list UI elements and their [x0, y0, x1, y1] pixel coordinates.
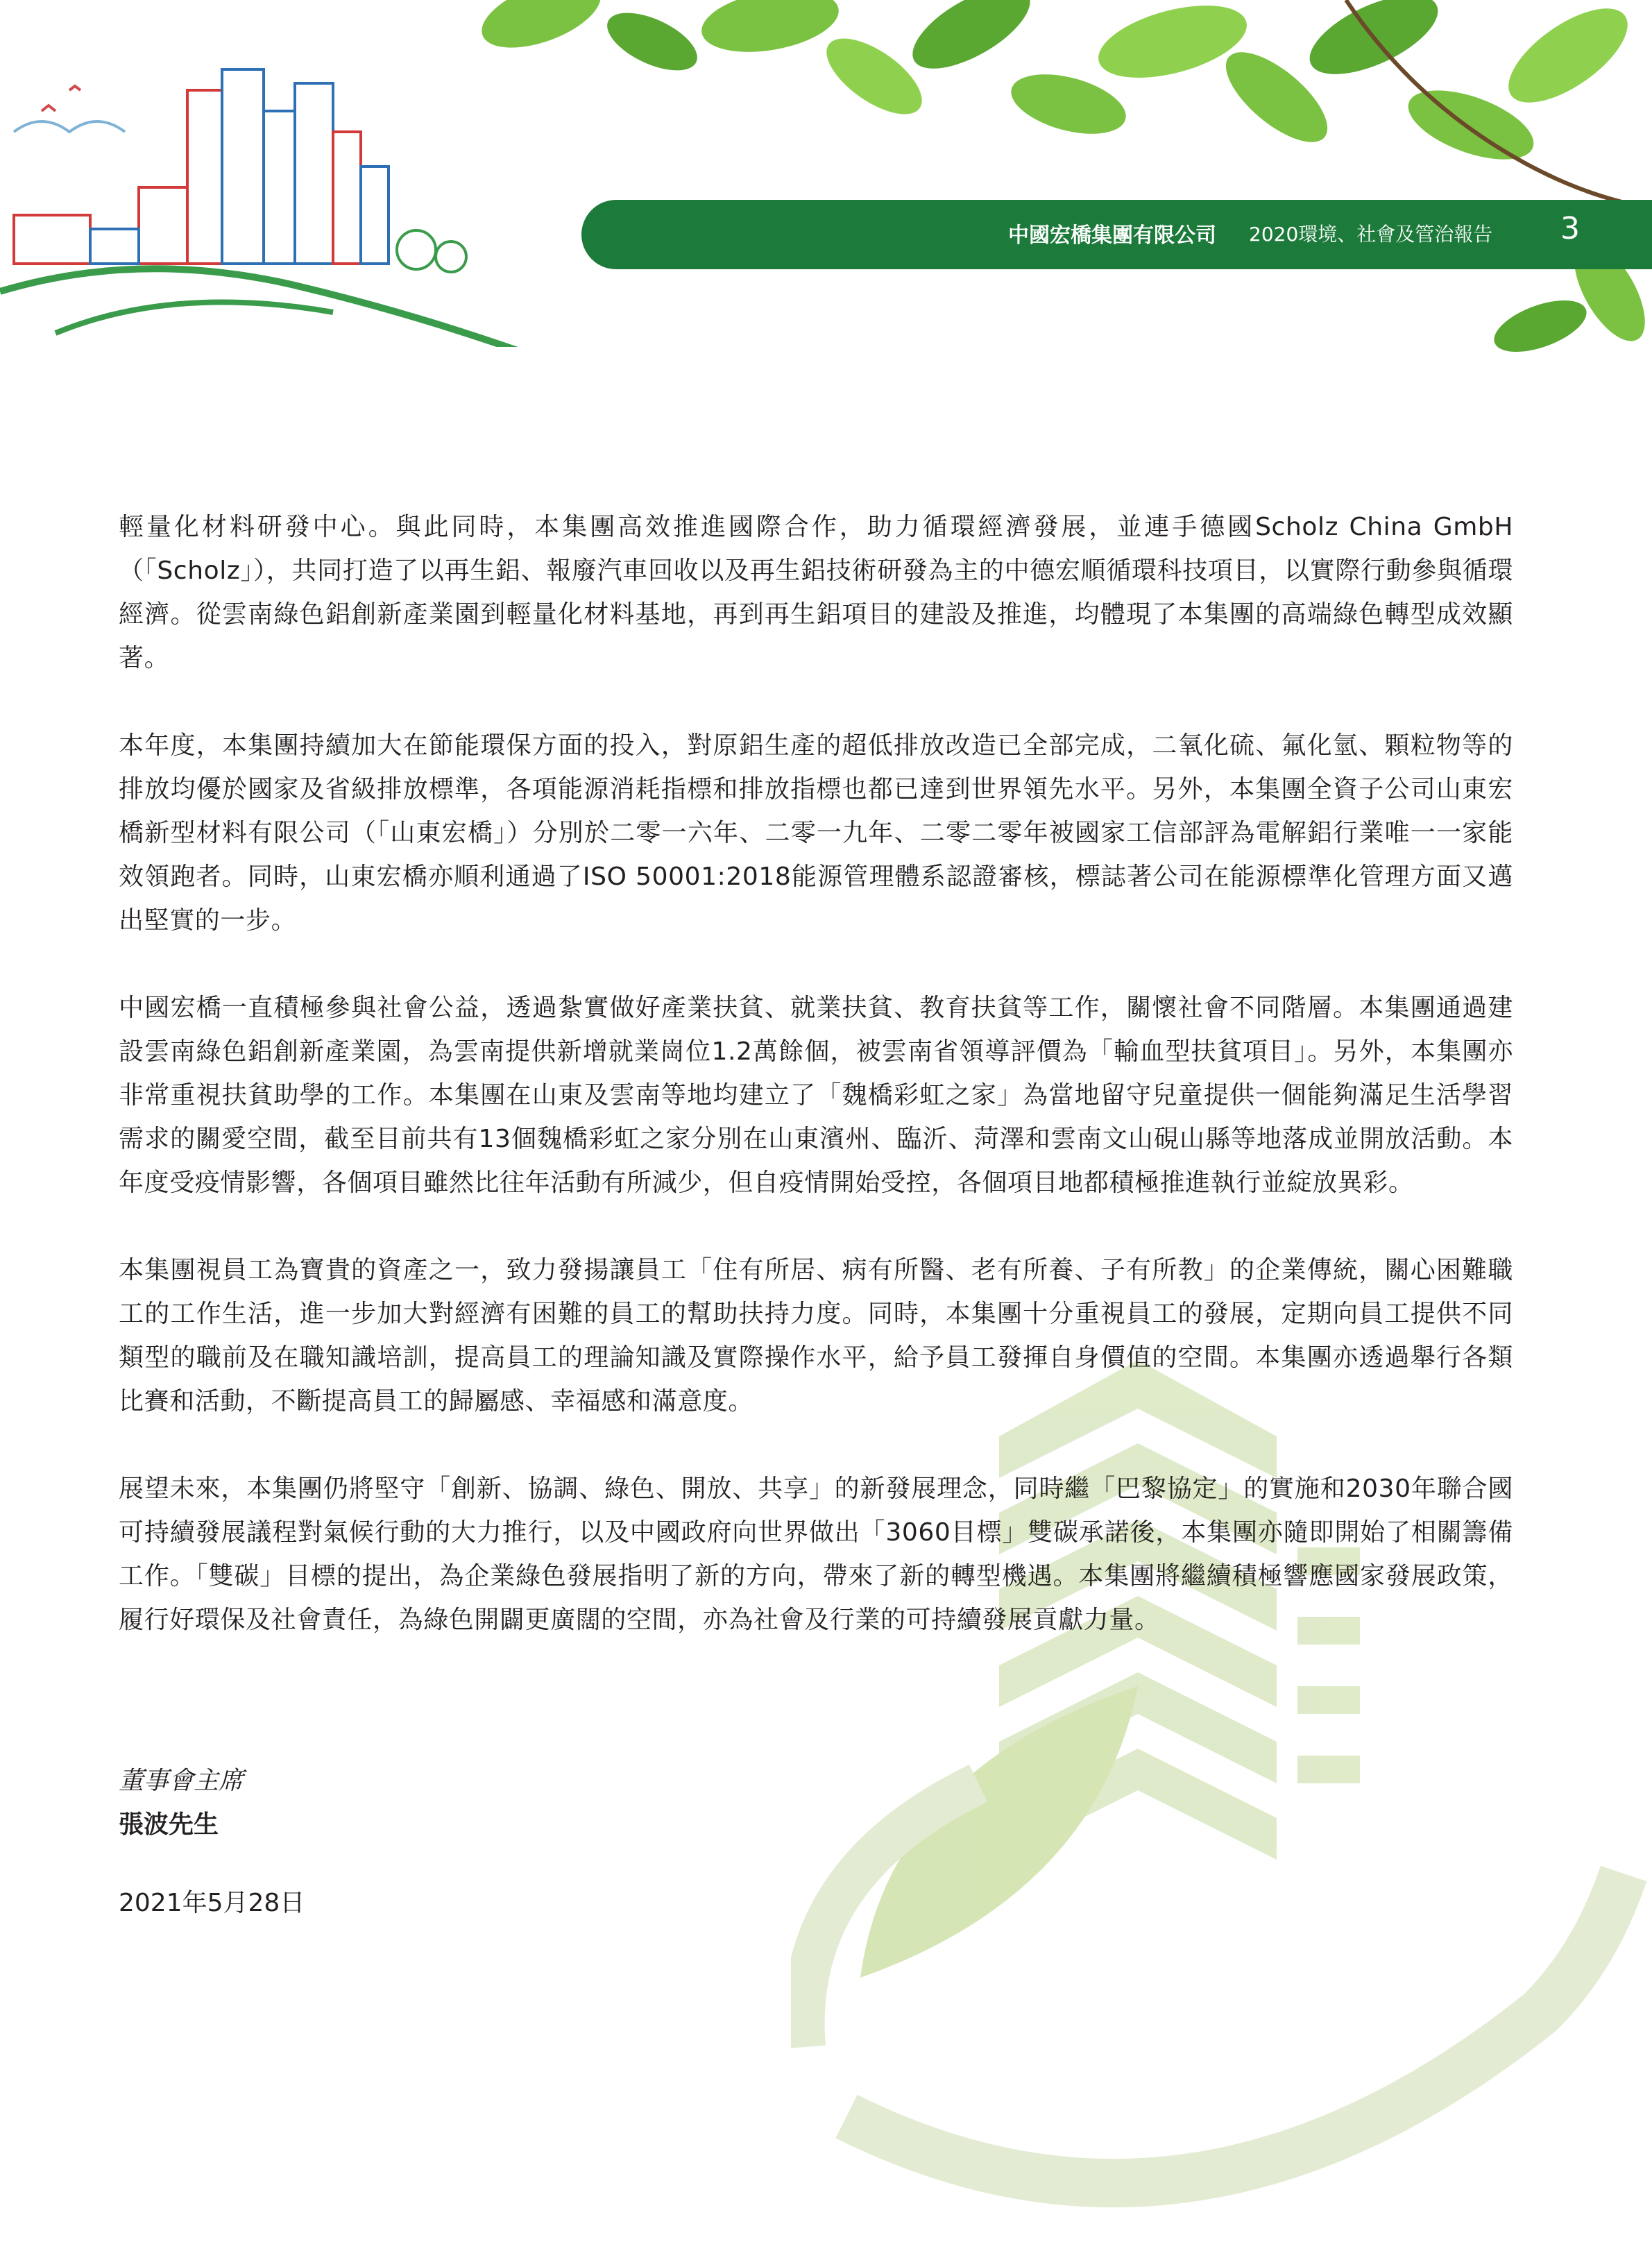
paragraph-3: 中國宏橋一直積極參與社會公益，透過紮實做好產業扶貧、就業扶貧、教育扶貧等工作，關懷社會不同階層。本集團通過建設雲南綠色鋁創新產業園，為雲南提供新增就業崗位1.2萬餘個，被雲南省領導評價為「輸血型扶貧項目」。另外，本集團亦非常重視扶貧助學的工作。本集團在山東及雲南等地均建立了「魏橋彩虹之家」為當地留守兒童提供一個能夠滿足生活學習需求的關愛空間，截至目前共有13個魏橋彩虹之家分別在山東濱州、臨沂、菏澤和雲南文山硯山縣等地落成並開放活動。本年度受疫情影響，各個項目雖然比往年活動有所減少，但自疫情開始受控，各個項目地都積極推進執行並綻放異彩。 [119, 994, 1513, 1197]
signature-block [119, 1759, 244, 1846]
header-report-title: 2020環境、社會及管治報告 [1249, 223, 1493, 246]
signatory-title: 董事會主席 [119, 1767, 244, 1795]
signatory-name: 張波先生 [119, 1810, 219, 1839]
paragraph-2: 本年度，本集團持續加大在節能環保方面的投入，對原鋁生產的超低排放改造已全部完成，二氧化硫、氟化氫、顆粒物等的排放均優於國家及省級排放標準，各項能源消耗指標和排放指標也都已達到世界領先水平。另外，本集團全資子公司山東宏橋新型材料有限公司（「山東宏橋」）分別於二零一六年、二零一九年、二零二零年被國家工信部評為電解鋁行業唯一一家能效領跑者。同時，山東宏橋亦順利通過了ISO 50001:2018能源管理體系認證審核，標誌著公司在能源標準化管理方面又邁出堅實的一步。 [119, 731, 1513, 935]
body-text [119, 505, 1513, 1685]
header-company-name: 中國宏橋集團有限公司 [1008, 223, 1216, 248]
signature-date: 2021年5月28日 [119, 1889, 305, 1917]
paragraph-5: 展望未來，本集團仍將堅守「創新、協調、綠色、開放、共享」的新發展理念，同時繼「巴黎協定」的實施和2030年聯合國可持續發展議程對氣候行動的大力推行，以及中國政府向世界做出「3060目標」雙碳承諾後，本集團亦隨即開始了相關籌備工作。「雙碳」目標的提出，為企業綠色發展指明了新的方向，帶來了新的轉型機遇。本集團將繼續積極響應國家發展政策，履行好環保及社會責任，為綠色開闢更廣闊的空間，亦為社會及行業的可持續發展貢獻力量。 [119, 1475, 1513, 1634]
leaves-illustration [444, 0, 1652, 389]
paragraph-4: 本集團視員工為寶貴的資產之一，致力發揚讓員工「住有所居、病有所醫、老有所養、子有所教」的企業傳統，關心困難職工的工作生活，進一步加大對經濟有困難的員工的幫助扶持力度。同時，本集團十分重視員工的發展，定期向員工提供不同類型的職前及在職知識培訓，提高員工的理論知識及實際操作水平，給予員工發揮自身價值的空間。本集團亦透過舉行各類比賽和活動，不斷提高員工的歸屬感、幸福感和滿意度。 [119, 1256, 1513, 1416]
paragraph-1: 輕量化材料研發中心。與此同時，本集團高效推進國際合作，助力循環經濟發展，並連手德國Scholz China GmbH（「Scholz」），共同打造了以再生鋁、報廢汽車回收以及再生鋁技術研發為主的中德宏順循環科技項目，以實際行動參與循環經濟。從雲南綠色鋁創新產業園到輕量化材料基地，再到再生鋁項目的建設及推進，均體現了本集團的高端綠色轉型成效顯著。 [119, 513, 1513, 672]
page-number: 3 [1560, 211, 1580, 246]
